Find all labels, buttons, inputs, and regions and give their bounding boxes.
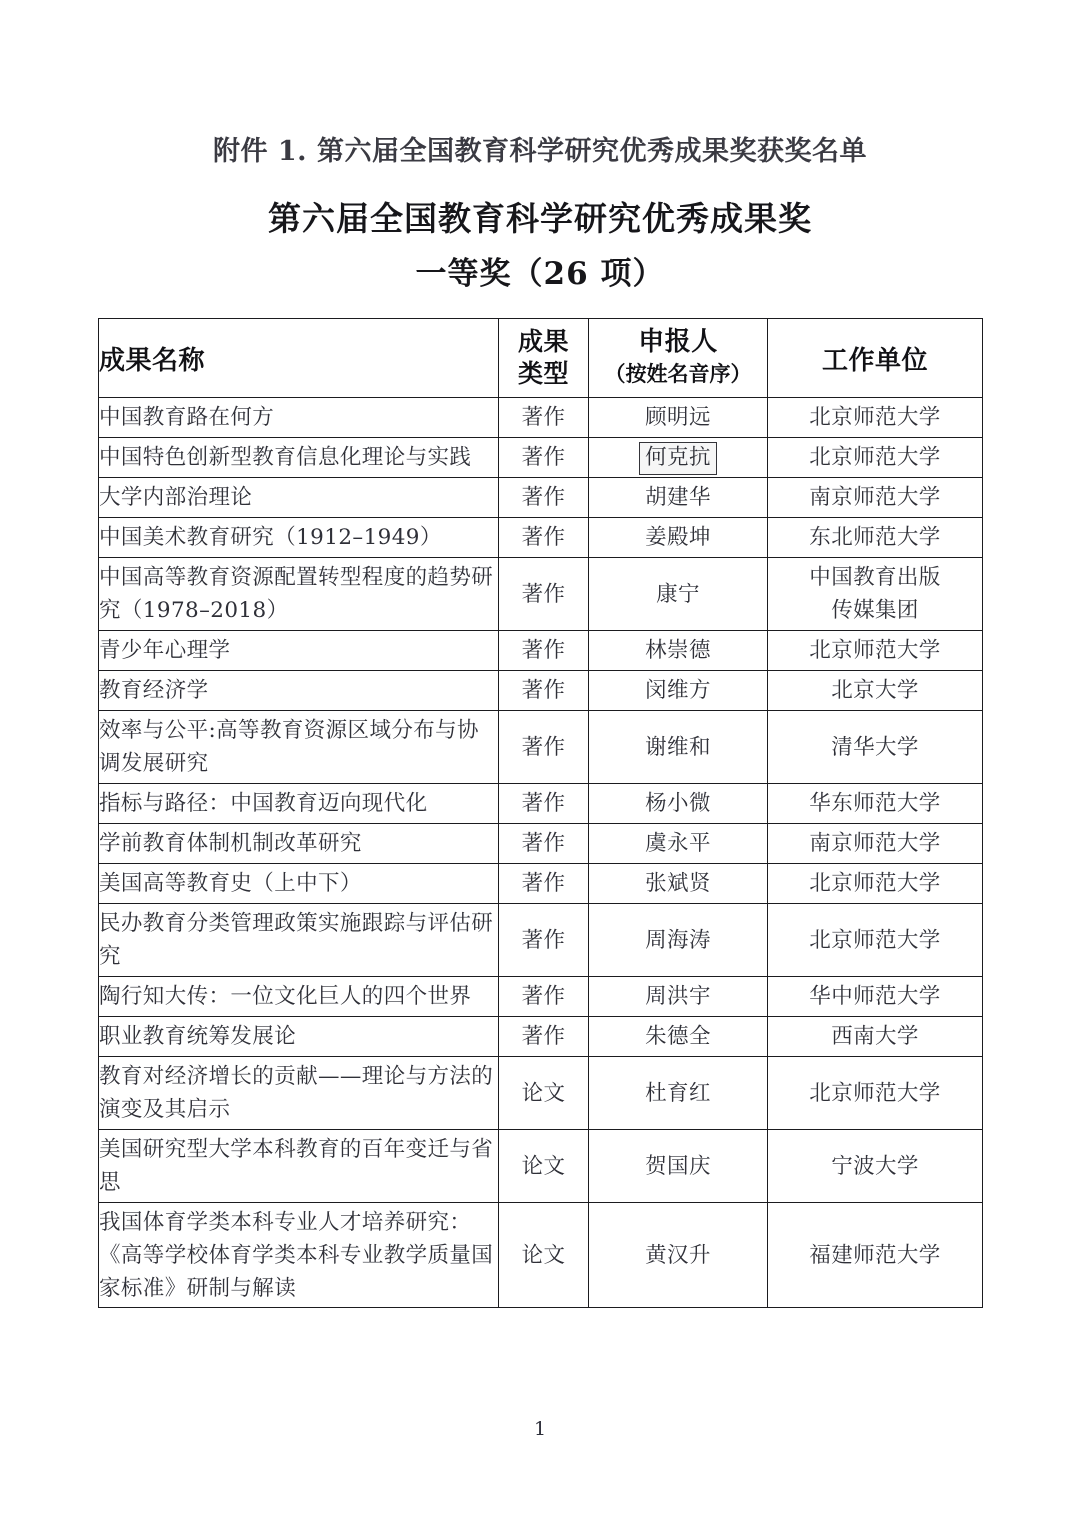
cell-achievement-type: 著作 [499,904,589,977]
cell-achievement-type: 著作 [499,558,589,631]
column-header-type [499,319,589,398]
cell-applicant: 闵维方 [589,671,768,711]
cell-achievement-name: 学前教育体制机制改革研究 [99,824,499,864]
table-row [99,398,983,438]
column-header-applicant-label-line2: （按姓名音序） [604,361,752,386]
table-row [99,824,983,864]
cell-achievement-name: 大学内部治理论 [99,478,499,518]
cell-achievement-name: 职业教育统筹发展论 [99,1017,499,1057]
page-number: 1 [533,1418,547,1440]
column-header-applicant-label-line1: 申报人 [638,327,718,357]
column-header-name [99,319,499,398]
cell-achievement-type: 论文 [499,1057,589,1130]
table-header [99,319,983,398]
cell-applicant: 康宁 [589,558,768,631]
work-unit-line: 北京师范大学 [809,638,941,663]
cell-achievement-type: 著作 [499,518,589,558]
cell-achievement-name: 中国美术教育研究（1912–1949） [99,518,499,558]
table-row [99,631,983,671]
cell-work-unit [768,784,983,824]
cell-work-unit [768,1057,983,1130]
table-row [99,438,983,478]
work-unit-line: 北京师范大学 [809,405,941,430]
cell-achievement-name: 青少年心理学 [99,631,499,671]
cell-applicant: 朱德全 [589,1017,768,1057]
cell-applicant: 谢维和 [589,711,768,784]
cell-achievement-name: 指标与路径：中国教育迈向现代化 [99,784,499,824]
table-body [99,398,983,1308]
cell-achievement-type: 论文 [499,1203,589,1308]
cell-achievement-type: 著作 [499,711,589,784]
cell-achievement-type: 著作 [499,398,589,438]
cell-achievement-name: 中国特色创新型教育信息化理论与实践 [99,438,499,478]
cell-applicant: 顾明远 [589,398,768,438]
cell-achievement-type: 著作 [499,824,589,864]
table-row [99,904,983,977]
column-header-applicant [589,319,768,398]
cell-work-unit [768,558,983,631]
table-row [99,1017,983,1057]
table-row [99,671,983,711]
cell-achievement-type: 著作 [499,631,589,671]
cell-achievement-name: 美国高等教育史（上中下） [99,864,499,904]
table-header-row [99,319,983,398]
work-unit-line: 北京师范大学 [809,1080,941,1106]
work-unit-line: 中国教育出版 [809,565,941,590]
cell-applicant: 杜育红 [589,1057,768,1130]
cell-work-unit [768,824,983,864]
cell-applicant: 张斌贤 [589,864,768,904]
column-header-unit [768,319,983,398]
table-row [99,1130,983,1203]
cell-achievement-type: 著作 [499,977,589,1017]
cell-achievement-type: 著作 [499,671,589,711]
work-unit-line: 北京大学 [831,678,919,703]
attachment-line: 附件 1. 第六届全国教育科学研究优秀成果奖获奖名单 [213,136,867,167]
cell-applicant: 贺国庆 [589,1130,768,1203]
table-row [99,711,983,784]
cell-achievement-name: 效率与公平:高等教育资源区域分布与协调发展研究 [99,711,499,784]
cell-applicant [589,438,768,478]
table-row [99,864,983,904]
work-unit-line: 福建师范大学 [809,1242,941,1268]
cell-achievement-name: 陶行知大传：一位文化巨人的四个世界 [99,977,499,1017]
column-header-type-label-line1: 成果 [517,327,569,356]
award-level-subtitle: 一等奖（26 项） [415,256,665,292]
cell-work-unit [768,1203,983,1308]
cell-achievement-type: 著作 [499,438,589,478]
work-unit-line: 清华大学 [831,734,919,760]
cell-achievement-name: 美国研究型大学本科教育的百年变迁与省思 [99,1130,499,1203]
table-row [99,478,983,518]
page-title: 第六届全国教育科学研究优秀成果奖 [268,199,812,238]
cell-applicant: 周洪宇 [589,977,768,1017]
cell-achievement-type: 著作 [499,864,589,904]
cell-work-unit [768,1017,983,1057]
work-unit-line: 北京师范大学 [809,445,941,470]
cell-applicant: 林崇德 [589,631,768,671]
cell-achievement-name: 我国体育学类本科专业人才培养研究：《高等学校体育学类本科专业教学质量国家标准》研制与解读 [99,1203,499,1308]
cell-work-unit [768,711,983,784]
cell-work-unit [768,438,983,478]
table-row [99,558,983,631]
column-header-name-label: 成果名称 [99,345,206,376]
cell-applicant: 杨小微 [589,784,768,824]
work-unit-line: 东北师范大学 [809,525,941,550]
cell-applicant: 黄汉升 [589,1203,768,1308]
table-row [99,1057,983,1130]
cell-applicant: 胡建华 [589,478,768,518]
cell-work-unit [768,478,983,518]
award-table-container [98,318,982,1308]
cell-work-unit [768,631,983,671]
highlighted-applicant-name: 何克抗 [639,442,717,475]
award-table [98,318,983,1308]
column-header-type-label-line2: 类型 [517,359,569,388]
column-header-unit-label: 工作单位 [821,345,928,376]
work-unit-line: 北京师范大学 [809,871,941,896]
work-unit-line: 华中师范大学 [809,984,941,1009]
cell-applicant: 周海涛 [589,904,768,977]
cell-work-unit [768,864,983,904]
cell-achievement-name: 教育对经济增长的贡献——理论与方法的演变及其启示 [99,1057,499,1130]
cell-work-unit [768,904,983,977]
table-row [99,977,983,1017]
table-row [99,1203,983,1308]
work-unit-line: 南京师范大学 [809,485,941,510]
cell-work-unit [768,1130,983,1203]
work-unit-line: 传媒集团 [831,598,919,623]
cell-achievement-name: 中国高等教育资源配置转型程度的趋势研究（1978–2018） [99,558,499,631]
cell-applicant: 虞永平 [589,824,768,864]
work-unit-line: 华东师范大学 [809,791,941,816]
cell-achievement-name: 教育经济学 [99,671,499,711]
cell-achievement-name: 中国教育路在何方 [99,398,499,438]
table-row [99,518,983,558]
cell-achievement-type: 论文 [499,1130,589,1203]
work-unit-line: 北京师范大学 [809,927,941,953]
cell-work-unit [768,398,983,438]
cell-applicant: 姜殿坤 [589,518,768,558]
cell-work-unit [768,671,983,711]
cell-work-unit [768,518,983,558]
work-unit-line: 南京师范大学 [809,831,941,856]
work-unit-line: 宁波大学 [831,1153,919,1179]
cell-achievement-name: 民办教育分类管理政策实施跟踪与评估研究 [99,904,499,977]
table-row [99,784,983,824]
cell-work-unit [768,977,983,1017]
cell-achievement-type: 著作 [499,784,589,824]
cell-achievement-type: 著作 [499,1017,589,1057]
cell-achievement-type: 著作 [499,478,589,518]
work-unit-line: 西南大学 [831,1024,919,1049]
